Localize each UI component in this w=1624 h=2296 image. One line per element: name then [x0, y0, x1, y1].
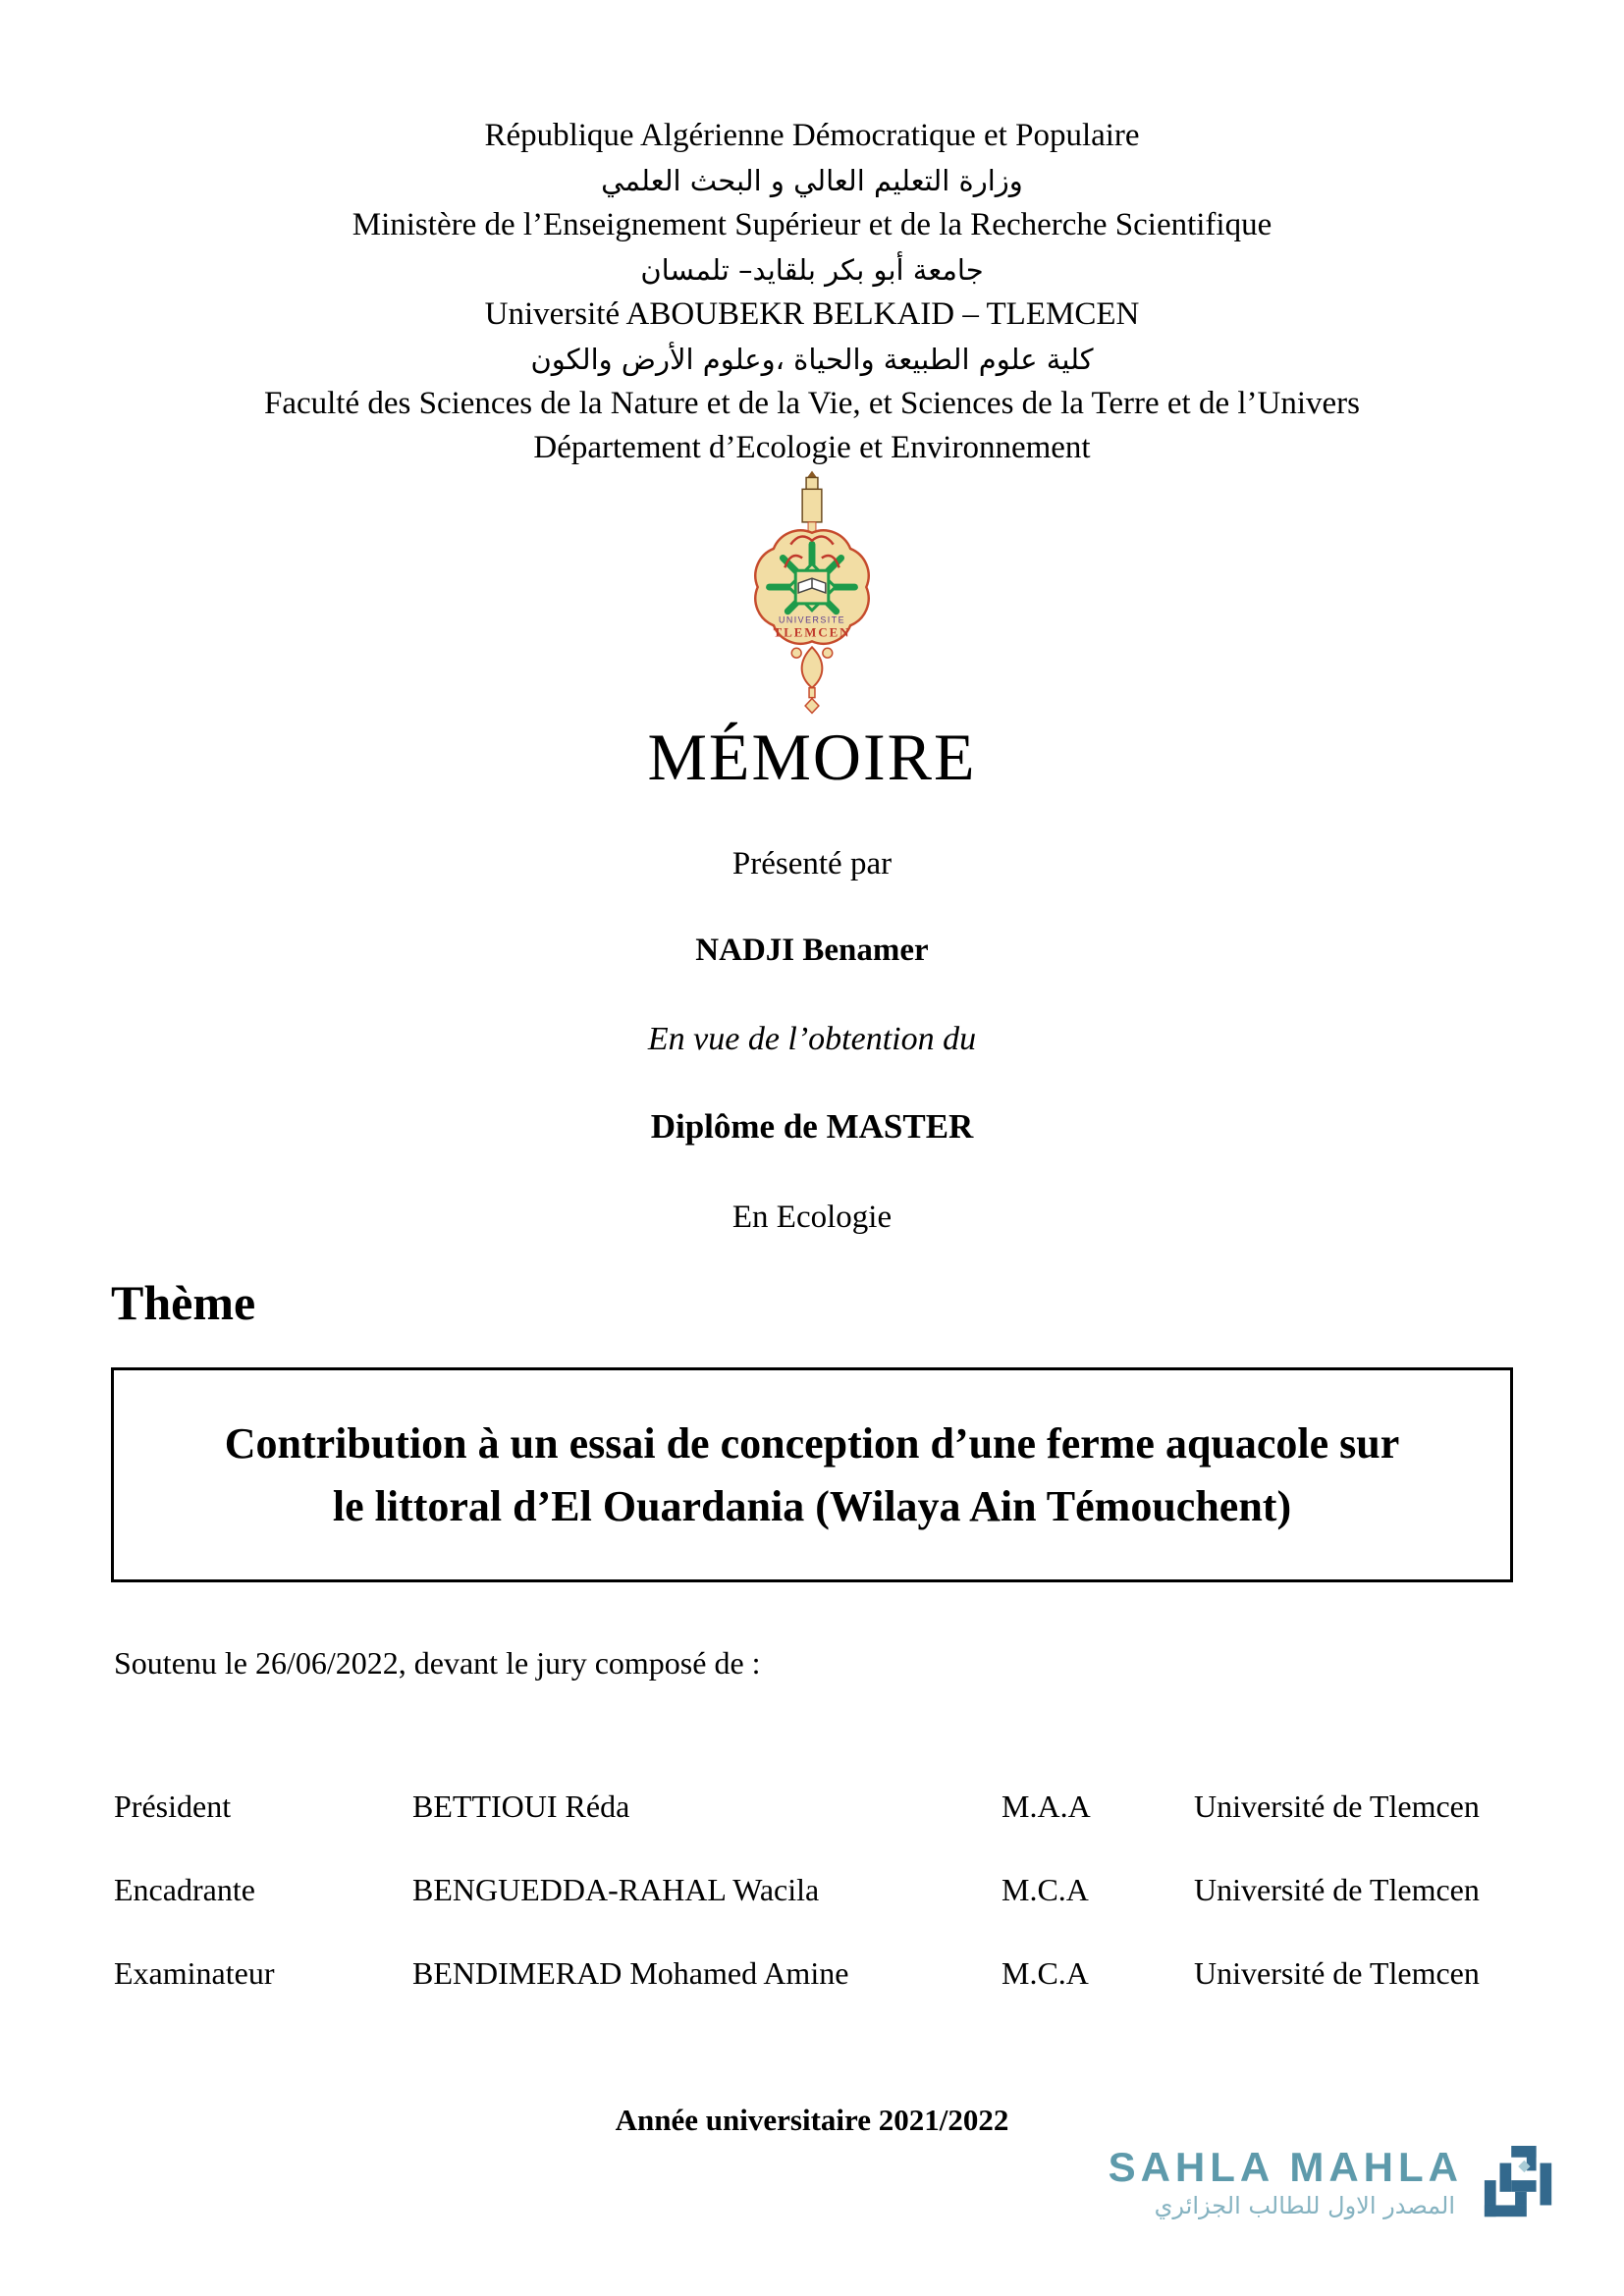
department-line: Département d’Ecologie et Environnement: [533, 430, 1091, 465]
university-tlemcen-emblem: [734, 469, 890, 720]
jury-grade: M.A.A: [1001, 1789, 1091, 1824]
jury-university: Université de Tlemcen: [1194, 1872, 1480, 1907]
emblem-universite-label: UNIVERSITE: [778, 614, 846, 625]
university-emblem-icon: [734, 469, 890, 715]
ministry-line-fr: Ministère de l’Enseignement Supérieur et de la Recherche Scientifique: [352, 207, 1272, 242]
jury-name: BENDIMERAD Mohamed Amine: [412, 1955, 849, 1991]
jury-university: Université de Tlemcen: [1194, 1789, 1480, 1824]
specialty-line: En Ecologie: [731, 1200, 893, 1235]
theme-label: Thème: [111, 1275, 256, 1330]
jury-role: Président: [114, 1789, 232, 1824]
presented-by-label: Présenté par: [731, 846, 893, 881]
defense-intro: Soutenu le 26/06/2022, devant le jury composé de :: [114, 1645, 761, 1681]
jury-role: Encadrante: [114, 1872, 255, 1907]
watermark-brand: SAHLA MAHLA: [1108, 2144, 1463, 2190]
faculty-line-ar: كلية علوم الطبيعة والحياة ،وعلوم الأرض والكون: [530, 343, 1094, 376]
jury-table: [114, 1789, 1516, 2039]
sahla-mahla-watermark: [1109, 2146, 1563, 2224]
jury-name: BENGUEDDA-RAHAL Wacila: [412, 1872, 820, 1907]
jury-role: Examinateur: [114, 1955, 275, 1991]
emblem-tlemcen-label: TLEMCEN: [773, 625, 851, 640]
academic-year: Année universitaire 2021/2022: [615, 2103, 1009, 2137]
ministry-line-ar: وزارة التعليم العالي و البحث العلمي: [601, 164, 1023, 197]
watermark-text: [1109, 2146, 1463, 2220]
university-line-ar: جامعة أبو بكر بلقايد– تلمسان: [640, 253, 984, 287]
sahla-mahla-logo-icon: [1477, 2146, 1563, 2224]
republic-line: République Algérienne Démocratique et Populaire: [484, 118, 1140, 153]
thesis-title-line1: Contribution à un essai de conception d’une ferme aquacole sur: [224, 1418, 1400, 1468]
jury-row-encadrante: [114, 1872, 1516, 1908]
document-type-title: MÉMOIRE: [647, 720, 977, 794]
purpose-line: En vue de l’obtention du: [647, 1021, 977, 1057]
degree-line: Diplôme de MASTER: [650, 1107, 974, 1146]
jury-row-president: [114, 1789, 1516, 1825]
jury-name: BETTIOUI Réda: [412, 1789, 630, 1824]
thesis-title-line2: le littoral d’El Ouardania (Wilaya Ain Témouchent): [332, 1481, 1292, 1530]
institution-header: [0, 114, 1624, 470]
author-name: NADJI Benamer: [695, 933, 929, 968]
jury-university: Université de Tlemcen: [1194, 1955, 1480, 1991]
jury-grade: M.C.A: [1001, 1872, 1089, 1907]
watermark-tagline: المصدر الاول للطالب الجزائري: [1154, 2192, 1455, 2219]
faculty-line-fr: Faculté des Sciences de la Nature et de la Vie, et Sciences de la Terre et de l’Univers: [263, 386, 1361, 421]
thesis-title-box: [111, 1367, 1513, 1582]
jury-grade: M.C.A: [1001, 1955, 1089, 1991]
university-line-fr: Université ABOUBEKR BELKAID – TLEMCEN: [484, 296, 1140, 332]
jury-row-examinateur: [114, 1955, 1516, 1992]
